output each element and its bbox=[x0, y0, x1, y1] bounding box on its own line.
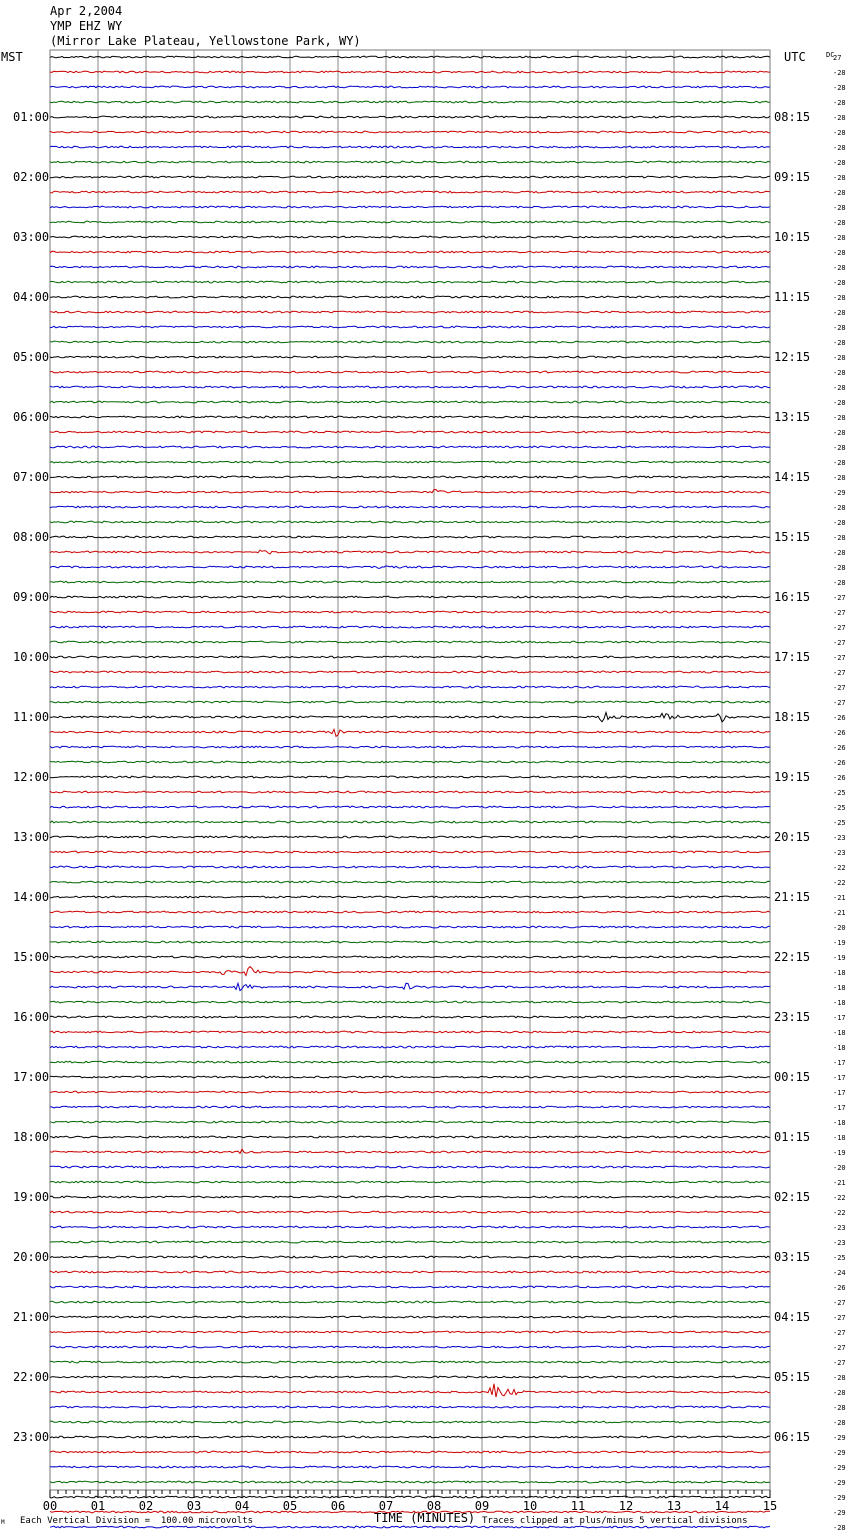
seismic-trace bbox=[50, 1226, 770, 1228]
seismic-trace bbox=[50, 266, 770, 268]
seismic-trace bbox=[50, 1346, 770, 1348]
left-timezone-label: MST bbox=[1, 50, 23, 64]
right-hour-label: 18:15 bbox=[774, 710, 811, 724]
seismic-trace bbox=[50, 791, 770, 793]
right-hour-label: 21:15 bbox=[774, 890, 811, 904]
seismic-trace bbox=[50, 1361, 770, 1363]
x-tick-label: 02 bbox=[138, 1499, 154, 1513]
right-hour-label: 04:15 bbox=[774, 1310, 811, 1324]
right-hour-label: 03:15 bbox=[774, 1250, 811, 1264]
x-tick-label: 13 bbox=[666, 1499, 682, 1513]
left-hour-label: 10:00 bbox=[13, 650, 50, 664]
dc-offset-label: -28 bbox=[833, 354, 846, 362]
dc-offset-label: -28 bbox=[833, 159, 846, 167]
seismic-trace bbox=[50, 1406, 770, 1408]
station-name: YMP EHZ WY bbox=[50, 19, 123, 33]
seismic-trace bbox=[50, 146, 770, 148]
left-hour-label: 13:00 bbox=[13, 830, 50, 844]
dc-offset-label: -28 bbox=[833, 174, 846, 182]
dc-offset-label: -29 bbox=[833, 489, 846, 497]
x-tick-label: 12 bbox=[618, 1499, 634, 1513]
right-hour-label: 02:15 bbox=[774, 1190, 811, 1204]
seismic-trace bbox=[50, 956, 770, 958]
seismic-trace bbox=[50, 176, 770, 178]
x-tick-label: 07 bbox=[378, 1499, 394, 1513]
seismic-trace bbox=[50, 761, 770, 763]
dc-offset-label: -28 bbox=[833, 1404, 846, 1412]
dc-offset-label: -27 bbox=[833, 1299, 846, 1307]
x-tick-label: 14 bbox=[714, 1499, 730, 1513]
seismic-trace bbox=[50, 116, 770, 118]
seismic-trace bbox=[50, 221, 770, 223]
dc-offset-label: -17 bbox=[833, 1014, 846, 1022]
dc-offset-label: -18 bbox=[833, 1029, 846, 1037]
dc-offset-label: -28 bbox=[833, 579, 846, 587]
seismic-trace bbox=[50, 611, 770, 613]
dc-offset-label: -19 bbox=[833, 939, 846, 947]
dc-offset-label: -21 bbox=[833, 1179, 846, 1187]
x-tick-label: 03 bbox=[186, 1499, 202, 1513]
dc-offset-label: -28 bbox=[833, 369, 846, 377]
dc-offset-label: -29 bbox=[833, 1464, 846, 1472]
dc-offset-label: -25 bbox=[833, 1254, 846, 1262]
right-hour-label: 20:15 bbox=[774, 830, 811, 844]
seismic-trace bbox=[50, 1091, 770, 1093]
dc-offset-label: -28 bbox=[833, 1419, 846, 1427]
x-axis-title: TIME (MINUTES) bbox=[374, 1511, 476, 1525]
dc-offset-label: -26 bbox=[833, 759, 846, 767]
dc-offset-label: -27 bbox=[833, 1344, 846, 1352]
dc-offset-label: -27 bbox=[833, 594, 846, 602]
seismic-trace bbox=[50, 1166, 770, 1168]
seismic-trace bbox=[50, 341, 770, 343]
seismic-trace bbox=[50, 713, 770, 722]
seismic-trace bbox=[50, 1526, 770, 1528]
seismic-trace bbox=[50, 461, 770, 463]
left-hour-label: 02:00 bbox=[13, 170, 50, 184]
dc-offset-label: -22 bbox=[833, 879, 846, 887]
right-hour-label: 17:15 bbox=[774, 650, 811, 664]
seismic-trace bbox=[50, 1181, 770, 1183]
dc-offset-label: -28 bbox=[833, 534, 846, 542]
seismic-trace bbox=[50, 1076, 770, 1078]
dc-label: DC bbox=[826, 51, 835, 59]
seismic-trace bbox=[50, 626, 770, 628]
x-tick-label: 04 bbox=[234, 1499, 250, 1513]
dc-offset-label: -23 bbox=[833, 849, 846, 857]
dc-offset-label: -29 bbox=[833, 1494, 846, 1502]
left-hour-label: 15:00 bbox=[13, 950, 50, 964]
seismic-trace bbox=[50, 1451, 770, 1453]
dc-offset-label: -29 bbox=[833, 1434, 846, 1442]
dc-offset-label: -27 bbox=[833, 699, 846, 707]
dc-offset-label: -28 bbox=[833, 384, 846, 392]
seismic-trace bbox=[50, 1301, 770, 1303]
seismic-trace bbox=[50, 550, 770, 554]
left-hour-label: 03:00 bbox=[13, 230, 50, 244]
dc-offset-label: -27 bbox=[833, 624, 846, 632]
seismic-trace bbox=[50, 476, 770, 478]
x-tick-label: 11 bbox=[570, 1499, 586, 1513]
dc-offset-label: -17 bbox=[833, 1059, 846, 1067]
seismic-trace bbox=[50, 746, 770, 748]
seismic-trace bbox=[50, 911, 770, 913]
dc-offset-label: -28 bbox=[833, 1389, 846, 1397]
seismic-trace bbox=[50, 251, 770, 253]
seismic-trace bbox=[50, 236, 770, 238]
dc-offset-label: -27 bbox=[833, 1314, 846, 1322]
right-hour-label: 15:15 bbox=[774, 530, 811, 544]
dc-offset-label: -28 bbox=[833, 309, 846, 317]
seismic-trace bbox=[50, 371, 770, 373]
dc-offset-label: -26 bbox=[833, 744, 846, 752]
seismic-trace bbox=[50, 729, 770, 736]
seismic-trace bbox=[50, 641, 770, 643]
right-hour-label: 10:15 bbox=[774, 230, 811, 244]
dc-offset-label: -29 bbox=[833, 1479, 846, 1487]
seismic-trace bbox=[50, 1421, 770, 1423]
dc-offset-label: -28 bbox=[833, 294, 846, 302]
seismic-trace bbox=[50, 1241, 770, 1243]
dc-offset-label: -26 bbox=[833, 1284, 846, 1292]
dc-offset-label: -26 bbox=[833, 714, 846, 722]
right-hour-label: 08:15 bbox=[774, 110, 811, 124]
seismic-trace bbox=[50, 1496, 770, 1498]
seismic-trace bbox=[50, 1031, 770, 1033]
left-hour-label: 16:00 bbox=[13, 1010, 50, 1024]
corner-mark: M bbox=[1, 1519, 5, 1526]
x-tick-label: 05 bbox=[282, 1499, 298, 1513]
seismic-trace bbox=[50, 1271, 770, 1273]
seismic-trace bbox=[50, 806, 770, 808]
right-hour-label: 12:15 bbox=[774, 350, 811, 364]
dc-offset-label: -17 bbox=[833, 1104, 846, 1112]
dc-offset-label: -28 bbox=[833, 444, 846, 452]
seismic-trace bbox=[50, 821, 770, 823]
seismic-trace bbox=[50, 490, 770, 493]
right-hour-label: 09:15 bbox=[774, 170, 811, 184]
seismic-trace bbox=[50, 866, 770, 868]
right-hour-label: 16:15 bbox=[774, 590, 811, 604]
seismic-trace bbox=[50, 281, 770, 283]
dc-offset-label: -19 bbox=[833, 954, 846, 962]
seismic-trace bbox=[50, 656, 770, 658]
dc-offset-label: -20 bbox=[833, 924, 846, 932]
dc-offset-label: -28 bbox=[833, 519, 846, 527]
seismic-traces bbox=[50, 56, 770, 1534]
dc-offset-label: -28 bbox=[833, 1374, 846, 1382]
dc-offset-label: -25 bbox=[833, 804, 846, 812]
dc-offset-label: -28 bbox=[833, 564, 846, 572]
right-hour-label: 06:15 bbox=[774, 1430, 811, 1444]
dc-offset-label: -28 bbox=[833, 99, 846, 107]
dc-offset-label: -26 bbox=[833, 774, 846, 782]
left-hour-label: 04:00 bbox=[13, 290, 50, 304]
dc-offset-label: -27 bbox=[833, 609, 846, 617]
seismic-trace bbox=[50, 1106, 770, 1108]
seismic-trace bbox=[50, 401, 770, 403]
seismic-trace bbox=[50, 1149, 770, 1153]
dc-offset-label: -27 bbox=[833, 654, 846, 662]
dc-offset-label: -28 bbox=[833, 249, 846, 257]
dc-offset-label: -25 bbox=[833, 789, 846, 797]
dc-offset-label: -28 bbox=[833, 84, 846, 92]
seismic-trace bbox=[50, 1136, 770, 1138]
seismic-trace bbox=[50, 446, 770, 448]
seismic-trace bbox=[50, 1436, 770, 1438]
seismic-trace bbox=[50, 1481, 770, 1483]
seismic-trace bbox=[50, 71, 770, 73]
dc-offset-label: -18 bbox=[833, 969, 846, 977]
dc-offset-label: -27 bbox=[833, 684, 846, 692]
x-tick-label: 10 bbox=[522, 1499, 538, 1513]
left-hour-label: 20:00 bbox=[13, 1250, 50, 1264]
seismic-trace bbox=[50, 1196, 770, 1198]
dc-offset-label: -20 bbox=[833, 1164, 846, 1172]
dc-offset-label: -28 bbox=[833, 129, 846, 137]
dc-offset-label: -27 bbox=[833, 1329, 846, 1337]
dc-offset-label: -27 bbox=[833, 639, 846, 647]
left-hour-label: 23:00 bbox=[13, 1430, 50, 1444]
dc-offset-label: -28 bbox=[833, 189, 846, 197]
seismic-trace bbox=[50, 776, 770, 778]
x-tick-label: 15 bbox=[762, 1499, 778, 1513]
right-hour-label: 14:15 bbox=[774, 470, 811, 484]
right-timezone-label: UTC bbox=[784, 50, 806, 64]
time-axis bbox=[43, 1490, 777, 1513]
left-hour-label: 11:00 bbox=[13, 710, 50, 724]
seismic-trace bbox=[50, 521, 770, 523]
dc-offset-label: -28 bbox=[833, 219, 846, 227]
seismic-trace bbox=[50, 701, 770, 703]
seismic-trace bbox=[50, 296, 770, 298]
x-tick-label: 09 bbox=[474, 1499, 490, 1513]
seismic-trace bbox=[50, 86, 770, 88]
dc-offset-label: -28 bbox=[833, 414, 846, 422]
dc-offset-label: -18 bbox=[833, 984, 846, 992]
seismic-trace bbox=[50, 1376, 770, 1378]
dc-offset-label: -28 bbox=[833, 549, 846, 557]
seismic-trace bbox=[50, 416, 770, 418]
seismic-trace bbox=[50, 386, 770, 388]
dc-offset-label: -28 bbox=[833, 429, 846, 437]
seismic-trace bbox=[50, 1121, 770, 1123]
dc-offset-label: -23 bbox=[833, 1224, 846, 1232]
seismic-trace bbox=[50, 311, 770, 313]
left-hour-label: 09:00 bbox=[13, 590, 50, 604]
left-hour-label: 12:00 bbox=[13, 770, 50, 784]
seismic-trace bbox=[50, 596, 770, 598]
seismic-trace bbox=[50, 1001, 770, 1003]
dc-offset-label: -28 bbox=[833, 399, 846, 407]
seismic-trace bbox=[50, 1316, 770, 1318]
seismic-trace bbox=[50, 926, 770, 928]
seismic-trace bbox=[50, 161, 770, 163]
right-hour-label: 13:15 bbox=[774, 410, 811, 424]
dc-offset-label: -23 bbox=[833, 834, 846, 842]
seismic-trace bbox=[50, 536, 770, 538]
x-tick-label: 00 bbox=[42, 1499, 58, 1513]
seismic-trace bbox=[50, 1211, 770, 1213]
dc-offset-label: -17 bbox=[833, 1074, 846, 1082]
seismic-trace bbox=[50, 1331, 770, 1333]
dc-offset-label: -21 bbox=[833, 909, 846, 917]
dc-offset-label: -24 bbox=[833, 1269, 846, 1277]
x-tick-label: 06 bbox=[330, 1499, 346, 1513]
dc-offset-label: -28 bbox=[833, 459, 846, 467]
left-hour-label: 22:00 bbox=[13, 1370, 50, 1384]
seismic-trace bbox=[50, 686, 770, 688]
dc-offset-label: -25 bbox=[833, 819, 846, 827]
seismic-trace bbox=[50, 1384, 770, 1397]
dc-offset-label: -28 bbox=[833, 324, 846, 332]
seismic-trace bbox=[50, 896, 770, 898]
dc-offset-label: -23 bbox=[833, 1239, 846, 1247]
seismic-trace bbox=[50, 1016, 770, 1018]
dc-offset-label: -28 bbox=[833, 1524, 846, 1532]
seismic-trace bbox=[50, 131, 770, 133]
dc-offset-label: -29 bbox=[833, 1449, 846, 1457]
right-hour-label: 23:15 bbox=[774, 1010, 811, 1024]
dc-offset-label: -27 bbox=[833, 1359, 846, 1367]
dc-offset-label: -22 bbox=[833, 1209, 846, 1217]
seismic-trace bbox=[50, 1046, 770, 1048]
seismic-trace bbox=[50, 851, 770, 853]
seismic-trace bbox=[50, 967, 770, 976]
station-location: (Mirror Lake Plateau, Yellowstone Park, WY) bbox=[50, 34, 361, 48]
seismic-trace bbox=[50, 206, 770, 208]
dc-offset-label: -21 bbox=[833, 894, 846, 902]
seismic-trace bbox=[50, 326, 770, 328]
left-hour-label: 18:00 bbox=[13, 1130, 50, 1144]
dc-offset-label: -26 bbox=[833, 729, 846, 737]
left-hour-label: 07:00 bbox=[13, 470, 50, 484]
x-tick-label: 01 bbox=[90, 1499, 106, 1513]
left-hour-label: 14:00 bbox=[13, 890, 50, 904]
right-hour-label: 19:15 bbox=[774, 770, 811, 784]
seismic-trace bbox=[50, 836, 770, 838]
scale-note: Each Vertical Division = 100.00 microvolts bbox=[20, 1516, 253, 1526]
left-hour-label: 08:00 bbox=[13, 530, 50, 544]
dc-offset-label: -18 bbox=[833, 1119, 846, 1127]
seismic-trace bbox=[50, 1061, 770, 1063]
dc-offset-label: -27 bbox=[833, 669, 846, 677]
dc-offset-label: -28 bbox=[833, 114, 846, 122]
seismic-trace bbox=[50, 581, 770, 583]
chart-date: Apr 2,2004 bbox=[50, 4, 123, 18]
dc-offset-label: -28 bbox=[833, 144, 846, 152]
left-hour-label: 01:00 bbox=[13, 110, 50, 124]
dc-offset-label: -28 bbox=[833, 279, 846, 287]
dc-offset-label: -18 bbox=[833, 1134, 846, 1142]
left-hour-label: 21:00 bbox=[13, 1310, 50, 1324]
dc-offset-label: -19 bbox=[833, 1149, 846, 1157]
right-hour-label: 00:15 bbox=[774, 1070, 811, 1084]
seismic-trace bbox=[50, 1256, 770, 1258]
seismic-trace bbox=[50, 566, 770, 568]
seismic-trace bbox=[50, 101, 770, 103]
seismic-trace bbox=[50, 506, 770, 508]
dc-offset-label: 27 bbox=[833, 54, 842, 62]
dc-offset-label: -18 bbox=[833, 999, 846, 1007]
dc-offset-label: -28 bbox=[833, 474, 846, 482]
left-hour-label: 19:00 bbox=[13, 1190, 50, 1204]
left-hour-label: 06:00 bbox=[13, 410, 50, 424]
dc-offset-label: -17 bbox=[833, 1089, 846, 1097]
dc-offset-label: -18 bbox=[833, 1044, 846, 1052]
clip-note: Traces clipped at plus/minus 5 vertical divisions bbox=[482, 1516, 748, 1526]
seismic-trace bbox=[50, 671, 770, 673]
dc-offset-label: -22 bbox=[833, 864, 846, 872]
seismic-trace bbox=[50, 1466, 770, 1468]
left-hour-label: 05:00 bbox=[13, 350, 50, 364]
right-hour-label: 01:15 bbox=[774, 1130, 811, 1144]
seismic-trace bbox=[50, 941, 770, 943]
dc-offset-label: -28 bbox=[833, 234, 846, 242]
seismic-trace bbox=[50, 56, 770, 58]
dc-offset-label: -29 bbox=[833, 1509, 846, 1517]
dc-offset-label: -28 bbox=[833, 339, 846, 347]
seismic-trace bbox=[50, 431, 770, 433]
dc-offset-label: -28 bbox=[833, 504, 846, 512]
seismic-trace bbox=[50, 356, 770, 358]
seismic-trace bbox=[50, 881, 770, 883]
seismic-trace bbox=[50, 191, 770, 193]
dc-offset-label: -22 bbox=[833, 1194, 846, 1202]
right-hour-label: 11:15 bbox=[774, 290, 811, 304]
dc-offset-label: -28 bbox=[833, 69, 846, 77]
dc-offset-label: -28 bbox=[833, 204, 846, 212]
seismic-trace bbox=[50, 1286, 770, 1288]
seismic-trace bbox=[50, 983, 770, 990]
left-hour-label: 17:00 bbox=[13, 1070, 50, 1084]
right-hour-label: 22:15 bbox=[774, 950, 811, 964]
dc-offset-label: -28 bbox=[833, 264, 846, 272]
right-hour-label: 05:15 bbox=[774, 1370, 811, 1384]
x-tick-label: 08 bbox=[426, 1499, 442, 1513]
